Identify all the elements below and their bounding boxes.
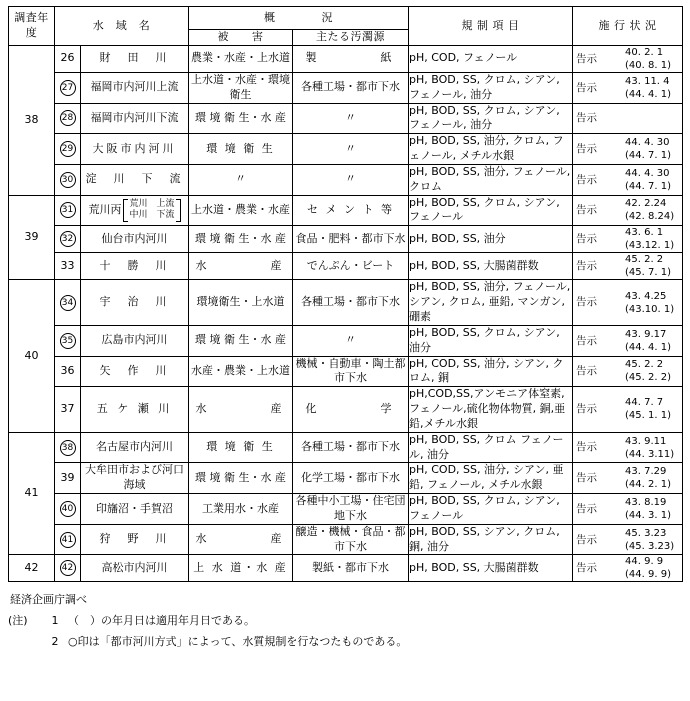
enforcement-date: 43. 6. 1 <box>625 227 664 239</box>
row-number <box>55 103 81 134</box>
damage-cell: 環 境 衛 生・水 産 <box>189 103 293 134</box>
enforcement-date: 42. 2.24 <box>625 198 667 210</box>
water-area-name: 印旛沼・手賀沼 <box>81 494 189 525</box>
source-cell: 化学工場・都市下水 <box>293 463 409 494</box>
table-row <box>9 356 683 387</box>
source-cell: 〃 <box>293 103 409 134</box>
survey-year-cell: 39 <box>9 195 55 280</box>
table-row <box>9 325 683 356</box>
table-row <box>9 103 683 134</box>
table-body <box>9 45 683 582</box>
enforcement-label: 告示 <box>576 142 597 155</box>
row-number <box>55 195 81 226</box>
table-row <box>9 524 683 555</box>
enforcement-date: 43. 9.17 <box>625 328 667 340</box>
enforcement-cell <box>573 45 683 72</box>
table-header <box>9 7 683 46</box>
table-row <box>9 45 683 72</box>
source-cell: 各種工場・都市下水 <box>293 72 409 103</box>
water-area-name-main: 荒川丙 <box>88 203 122 217</box>
damage-cell: 上水道・水産・環境衛生 <box>189 72 293 103</box>
damage-cell: 環 境 衛 生 <box>189 134 293 165</box>
item-cell: pH, BOD, SS, 油分, クロム, フェノール, メチル水銀 <box>409 134 573 165</box>
enforcement-applied-date: (45. 3.23) <box>625 540 675 552</box>
damage-cell: 環 境 衛 生・水 産 <box>189 226 293 253</box>
source-cell: 製 紙 <box>293 45 409 72</box>
item-cell: pH, COD, SS, 油分, シアン, 亜鉛, フェノール, メチル水銀 <box>409 463 573 494</box>
damage-cell: 環 境 衛 生 <box>189 432 293 463</box>
circled-number: 38 <box>60 440 76 456</box>
source-cell: 化 学 <box>293 387 409 433</box>
row-number <box>55 325 81 356</box>
source-cell: 〃 <box>293 134 409 165</box>
source-cell: 機械・自動車・陶土都市下水 <box>293 356 409 387</box>
item-cell: pH, BOD, SS, クロム, シアン, フェノール, 油分 <box>409 72 573 103</box>
note-label-empty <box>8 632 42 653</box>
enforcement-applied-date: (44. 9. 9) <box>625 569 671 581</box>
enforcement-cell <box>573 195 683 226</box>
note-text: （ ）の年月日は適用年月日である。 <box>68 614 255 628</box>
circled-number: 30 <box>60 172 76 188</box>
enforcement-cell <box>573 253 683 280</box>
header-water-area-name: 水 域 名 <box>55 7 189 46</box>
enforcement-dates <box>625 290 679 316</box>
source-cell: 各種工場・都市下水 <box>293 432 409 463</box>
enforcement-cell <box>573 226 683 253</box>
note-item <box>8 632 682 653</box>
row-number <box>55 524 81 555</box>
row-number <box>55 555 81 582</box>
table-row <box>9 226 683 253</box>
enforcement-dates <box>625 435 679 461</box>
enforcement-cell <box>573 103 683 134</box>
water-area-name: 仙台市内河川 <box>81 226 189 253</box>
circled-number: 29 <box>60 141 76 157</box>
enforcement-applied-date: (44. 4. 1) <box>625 88 671 100</box>
header-source: 主たる汚濁源 <box>293 30 409 46</box>
enforcement-cell <box>573 555 683 582</box>
water-area-name-detail: 荒川 上流 中川 下流 <box>123 199 180 222</box>
enforcement-date: 45. 2. 2 <box>625 254 664 266</box>
table-row <box>9 195 683 226</box>
item-cell: pH, BOD, SS, 大腸菌群数 <box>409 555 573 582</box>
water-area-name: 大阪市内河川 <box>81 134 189 165</box>
enforcement-applied-date: (44. 7. 1) <box>625 150 671 162</box>
enforcement-applied-date: (44. 3.11) <box>625 448 675 460</box>
row-number: 26 <box>55 45 81 72</box>
enforcement-applied-date: (43.10. 1) <box>625 303 675 315</box>
enforcement-dates <box>625 527 679 553</box>
enforcement-label: 告示 <box>576 502 597 515</box>
document-page <box>8 6 682 653</box>
damage-cell: 環 境 衛 生・水 産 <box>189 325 293 356</box>
row-number <box>55 226 81 253</box>
water-quality-table <box>8 6 683 582</box>
water-area-name: 矢 作 川 <box>81 356 189 387</box>
water-area-name: 大牟田市および河口海域 <box>81 463 189 494</box>
enforcement-dates <box>625 358 679 384</box>
enforcement-cell <box>573 432 683 463</box>
enforcement-date: 44. 9. 9 <box>625 556 664 568</box>
enforcement-dates <box>625 253 679 279</box>
row-number: 37 <box>55 387 81 433</box>
table-row <box>9 280 683 326</box>
damage-cell: 農業・水産・上水道 <box>189 45 293 72</box>
source-cell: 食品・肥料・都市下水 <box>293 226 409 253</box>
table-row <box>9 555 683 582</box>
enforcement-date: 43. 4.25 <box>625 290 667 302</box>
source-cell: 醸造・機械・食品・都市下水 <box>293 524 409 555</box>
damage-cell: 水 産 <box>189 387 293 433</box>
enforcement-applied-date: (44. 7. 1) <box>625 180 671 192</box>
source-cell: でんぷん・ビート <box>293 253 409 280</box>
item-cell: pH, COD, フェノール <box>409 45 573 72</box>
circled-number: 34 <box>60 295 76 311</box>
item-cell: pH, BOD, SS, クロム, シアン, フェノール <box>409 494 573 525</box>
enforcement-label: 告示 <box>576 365 597 378</box>
table-row <box>9 72 683 103</box>
enforcement-cell <box>573 164 683 195</box>
source-cell: セ メ ン ト 等 <box>293 195 409 226</box>
row-number <box>55 280 81 326</box>
enforcement-cell <box>573 494 683 525</box>
item-cell: pH, BOD, SS, クロム, シアン, フェノール, 油分 <box>409 103 573 134</box>
damage-cell: 環境衛生・上水道 <box>189 280 293 326</box>
enforcement-date: 44. 4. 30 <box>625 167 670 179</box>
table-row <box>9 387 683 433</box>
damage-cell: 水 産 <box>189 524 293 555</box>
damage-cell: 環 境 衛 生・水 産 <box>189 463 293 494</box>
circled-number: 35 <box>60 333 76 349</box>
note-number: 2 <box>51 635 59 649</box>
water-area-name: 福岡市内河川上流 <box>81 72 189 103</box>
source-cell: 各種工場・都市下水 <box>293 280 409 326</box>
enforcement-label: 告示 <box>576 52 597 65</box>
water-area-name: 十 勝 川 <box>81 253 189 280</box>
enforcement-date: 44. 4. 30 <box>625 137 670 149</box>
row-number: 36 <box>55 356 81 387</box>
water-area-name: 財 田 川 <box>81 45 189 72</box>
circled-number: 31 <box>60 202 76 218</box>
enforcement-cell <box>573 280 683 326</box>
item-cell: pH, BOD, SS, 油分, フェノール, シアン, クロム, 亜鉛, マンガン, 硼素 <box>409 280 573 326</box>
enforcement-date: 43. 11. 4 <box>625 75 670 87</box>
survey-year-cell: 41 <box>9 432 55 555</box>
row-number <box>55 432 81 463</box>
enforcement-label: 告示 <box>576 562 597 575</box>
note-number: 1 <box>51 614 59 628</box>
source-cell: 〃 <box>293 325 409 356</box>
table-row <box>9 432 683 463</box>
row-number: 33 <box>55 253 81 280</box>
enforcement-cell <box>573 356 683 387</box>
enforcement-applied-date: (44. 4. 1) <box>625 341 671 353</box>
enforcement-date: 45. 2. 2 <box>625 359 664 371</box>
enforcement-dates <box>625 328 679 354</box>
enforcement-dates <box>625 555 679 581</box>
enforcement-applied-date: (42. 8.24) <box>625 211 675 223</box>
water-area-name: 淀 川 下 流 <box>81 164 189 195</box>
enforcement-label: 告示 <box>576 296 597 309</box>
item-cell: pH,COD,SS,アンモニア体窒素,フェノール,硫化物体物質, 銅,亜鉛,メチル水銀 <box>409 387 573 433</box>
enforcement-label: 告示 <box>576 260 597 273</box>
water-area-name: 狩 野 川 <box>81 524 189 555</box>
water-area-name: 名古屋市内河川 <box>81 432 189 463</box>
enforcement-cell <box>573 524 683 555</box>
survey-year-cell: 42 <box>9 555 55 582</box>
header-regulation-items: 規 制 項 目 <box>409 7 573 46</box>
note-text: ○印は「都市河川方式」によって、水質規制を行なつたものである。 <box>68 635 408 649</box>
table-row <box>9 494 683 525</box>
circled-number: 32 <box>60 231 76 247</box>
enforcement-dates <box>625 197 679 223</box>
table-row <box>9 253 683 280</box>
enforcement-label: 告示 <box>576 441 597 454</box>
enforcement-label: 告示 <box>576 472 597 485</box>
enforcement-dates <box>625 226 679 252</box>
item-cell: pH, BOD, SS, クロム, シアン, 油分 <box>409 325 573 356</box>
item-cell: pH, COD, SS, 油分, シアン, クロム, 銅 <box>409 356 573 387</box>
water-area-name: 五 ケ 瀬 川 <box>81 387 189 433</box>
enforcement-date: 44. 7. 7 <box>625 397 664 409</box>
header-status: 概 況 <box>189 7 409 30</box>
note-item <box>8 611 682 632</box>
source-cell: 製紙・都市下水 <box>293 555 409 582</box>
enforcement-applied-date: (45. 2. 2) <box>625 372 671 384</box>
enforcement-date: 43. 8.19 <box>625 496 667 508</box>
table-row <box>9 164 683 195</box>
survey-year-cell: 40 <box>9 280 55 432</box>
circled-number: 42 <box>60 560 76 576</box>
row-number: 39 <box>55 463 81 494</box>
survey-year-cell: 38 <box>9 45 55 195</box>
table-row <box>9 134 683 165</box>
enforcement-dates <box>625 396 679 422</box>
damage-cell: 上 水 道・水 産 <box>189 555 293 582</box>
water-area-name <box>81 195 189 226</box>
item-cell: pH, BOD, SS, 油分 <box>409 226 573 253</box>
enforcement-label: 告示 <box>576 112 597 125</box>
row-number <box>55 494 81 525</box>
enforcement-applied-date: (45. 1. 1) <box>625 410 671 422</box>
header-survey-year: 調査年度 <box>9 7 55 46</box>
source-cell: 各種中小工場・住宅団地下水 <box>293 494 409 525</box>
circled-number: 41 <box>60 532 76 548</box>
enforcement-label: 告示 <box>576 173 597 186</box>
header-enforcement-status: 施 行 状 況 <box>573 7 683 46</box>
source-cell: 〃 <box>293 164 409 195</box>
row-number <box>55 164 81 195</box>
note-label: (注) <box>8 614 28 628</box>
enforcement-cell <box>573 387 683 433</box>
enforcement-date: 45. 3.23 <box>625 527 667 539</box>
enforcement-applied-date: (43.12. 1) <box>625 240 675 252</box>
damage-cell: 水 産 <box>189 253 293 280</box>
enforcement-date: 40. 2. 1 <box>625 46 664 58</box>
enforcement-applied-date: (44. 2. 1) <box>625 479 671 491</box>
enforcement-applied-date: (45. 7. 1) <box>625 267 671 279</box>
enforcement-cell <box>573 463 683 494</box>
enforcement-label: 告示 <box>576 204 597 217</box>
damage-cell: 工業用水・水産 <box>189 494 293 525</box>
enforcement-dates <box>625 46 679 72</box>
water-area-name: 高松市内河川 <box>81 555 189 582</box>
enforcement-label: 告示 <box>576 533 597 546</box>
enforcement-dates <box>625 167 679 193</box>
enforcement-date: 43. 9.11 <box>625 435 667 447</box>
enforcement-label: 告示 <box>576 403 597 416</box>
header-damage: 被 害 <box>189 30 293 46</box>
damage-cell: 水産・農業・上水道 <box>189 356 293 387</box>
row-number <box>55 72 81 103</box>
circled-number: 28 <box>60 110 76 126</box>
enforcement-cell <box>573 325 683 356</box>
enforcement-applied-date: (44. 3. 1) <box>625 509 671 521</box>
item-cell: pH, BOD, SS, クロム フェノール, 油分 <box>409 432 573 463</box>
item-cell: pH, BOD, SS, 大腸菌群数 <box>409 253 573 280</box>
circled-number: 27 <box>60 80 76 96</box>
table-footnotes <box>8 590 682 653</box>
water-area-name: 宇 治 川 <box>81 280 189 326</box>
enforcement-label: 告示 <box>576 81 597 94</box>
damage-cell: 上水道・農業・水産 <box>189 195 293 226</box>
enforcement-dates <box>625 496 679 522</box>
table-row <box>9 463 683 494</box>
enforcement-dates <box>625 136 679 162</box>
enforcement-label: 告示 <box>576 233 597 246</box>
source-note: 経済企画庁調べ <box>10 593 87 607</box>
enforcement-cell <box>573 72 683 103</box>
water-area-name: 広島市内河川 <box>81 325 189 356</box>
item-cell: pH, BOD, SS, 油分, フェノール, クロム <box>409 164 573 195</box>
enforcement-dates <box>625 465 679 491</box>
water-area-name: 福岡市内河川下流 <box>81 103 189 134</box>
circled-number: 40 <box>60 501 76 517</box>
damage-cell: 〃 <box>189 164 293 195</box>
item-cell: pH, BOD, SS, シアン, クロム, 銅, 油分 <box>409 524 573 555</box>
enforcement-applied-date: (40. 8. 1) <box>625 59 671 71</box>
item-cell: pH, BOD, SS, クロム, シアン, フェノール <box>409 195 573 226</box>
row-number <box>55 134 81 165</box>
enforcement-date: 43. 7.29 <box>625 466 667 478</box>
enforcement-cell <box>573 134 683 165</box>
enforcement-dates <box>625 75 679 101</box>
enforcement-label: 告示 <box>576 334 597 347</box>
